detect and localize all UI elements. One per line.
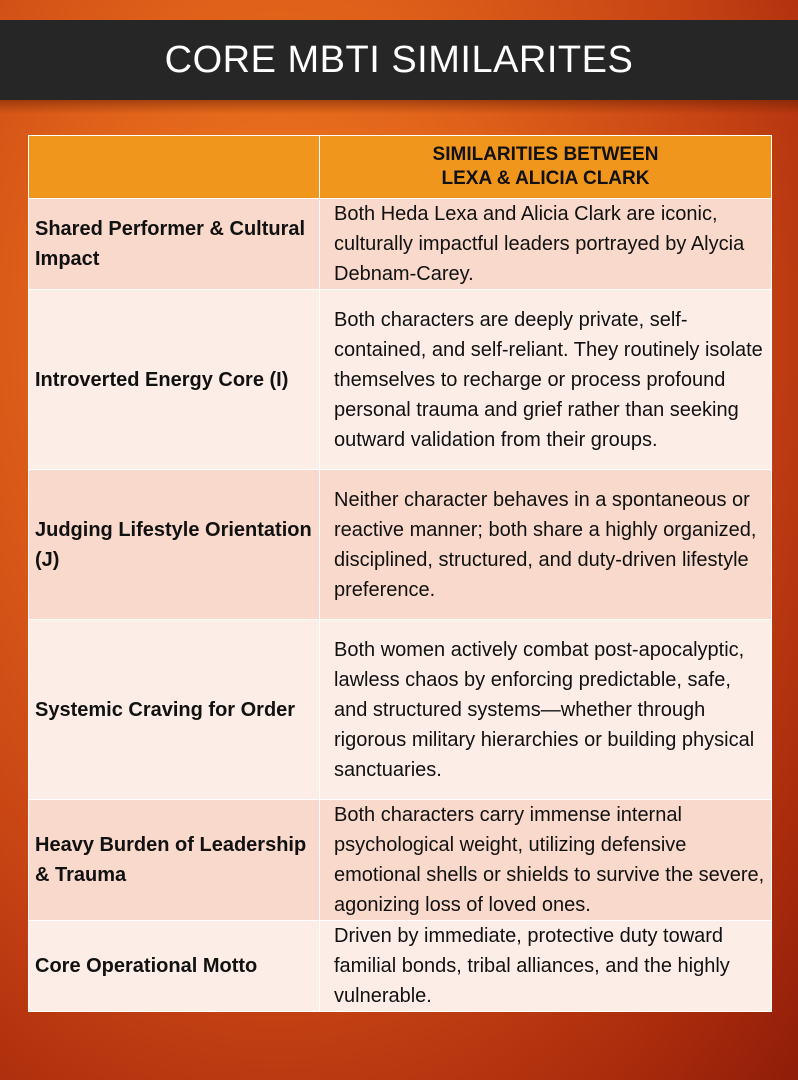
table-row [29,620,772,800]
row-description: Driven by immediate, protective duty toward familial bonds, tribal alliances, and the highly vulnerable. [320,921,772,1012]
table-row [29,800,772,921]
title-shadow [0,100,798,114]
row-label: Shared Performer & Cultural Impact [29,199,320,290]
header-line-1: SIMILARITIES BETWEEN [432,144,659,165]
row-label: Heavy Burden of Leadership & Trauma [29,800,320,921]
header-cell-empty [29,136,320,199]
table-row [29,921,772,1012]
row-description: Both women actively combat post-apocalyptic, lawless chaos by enforcing predictable, safe, and structured systems—whether through rigorous military hierarchies or building physical sanctuaries. [320,620,772,800]
row-label: Judging Lifestyle Orientation (J) [29,470,320,620]
row-description: Neither character behaves in a spontaneous or reactive manner; both share a highly organized, disciplined, structured, and duty-driven lifestyle preference. [320,470,772,620]
table-row [29,199,772,290]
row-description: Both characters carry immense internal psychological weight, utilizing defensive emotional shells or shields to survive the severe, agonizing loss of loved ones. [320,800,772,921]
row-description: Both characters are deeply private, self-contained, and self-reliant. They routinely isolate themselves to recharge or process profound personal trauma and grief rather than seeking outward validation from their groups. [320,290,772,470]
row-label: Introverted Energy Core (I) [29,290,320,470]
title-bar [0,20,798,100]
row-description: Both Heda Lexa and Alicia Clark are iconic, culturally impactful leaders portrayed by Alycia Debnam-Carey. [320,199,772,290]
row-label: Core Operational Motto [29,921,320,1012]
header-cell-similarities [320,136,772,199]
table-row [29,470,772,620]
similarities-table [28,135,772,1012]
row-label: Systemic Craving for Order [29,620,320,800]
table-header-row [29,136,772,199]
table-row [29,290,772,470]
page-title: CORE MBTI SIMILARITES [164,38,634,81]
header-line-2: LEXA & ALICIA CLARK [441,168,650,189]
